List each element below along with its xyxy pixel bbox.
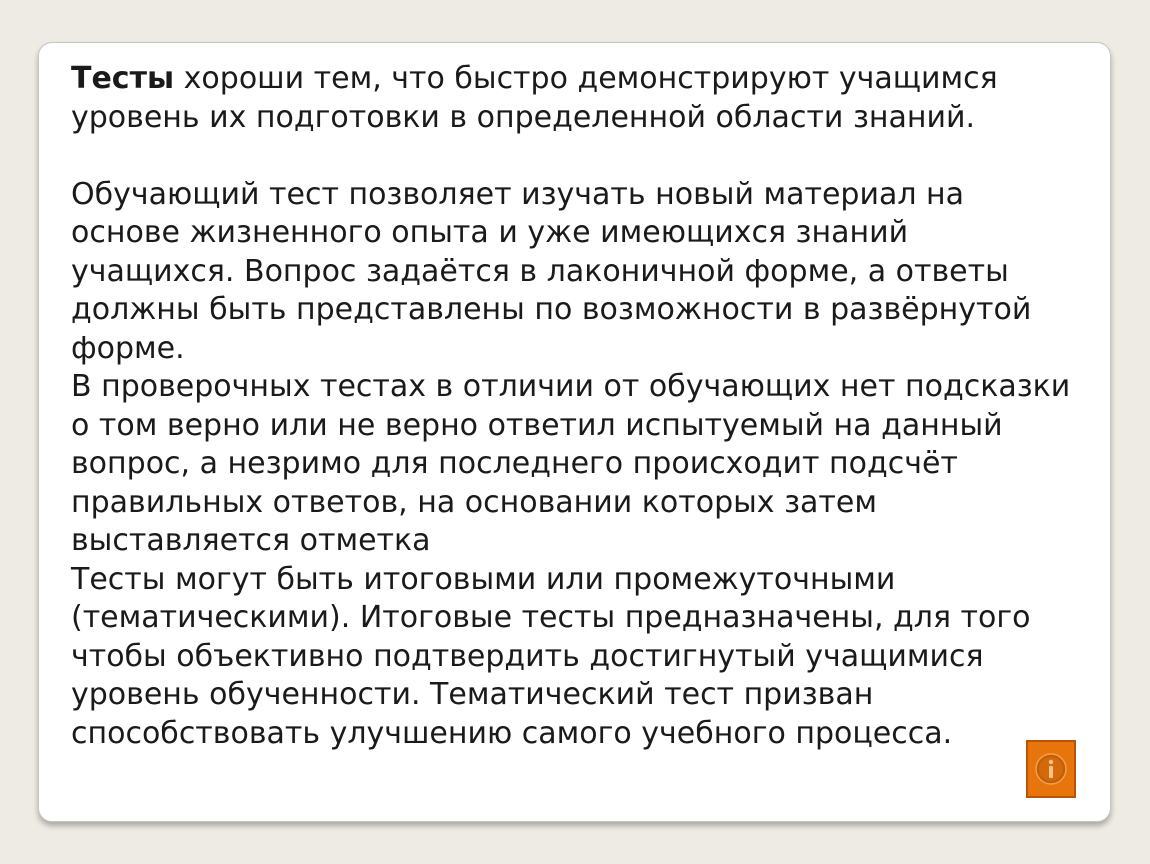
- info-button[interactable]: [1026, 740, 1076, 798]
- lead-term: Тесты: [71, 61, 175, 96]
- intro-text: хороши тем, что быстро демонстрируют учащимся уровень их подготовки в определенной области знаний.: [71, 61, 998, 135]
- slide-card: [38, 42, 1111, 822]
- slide-text: [71, 60, 1081, 753]
- paragraph-training-test: Обучающий тест позволяет изучать новый материал на основе жизненного опыта и уже имеющихся знаний учащихся. Вопрос задаётся в лаконичной форме, а ответы должны быть представлены по возможности в развёрнутой форме.: [71, 176, 1032, 366]
- info-icon: [1034, 752, 1068, 786]
- paragraph-intro: [71, 60, 1081, 137]
- paragraph-gap: [71, 137, 1081, 176]
- paragraph-check-test: В проверочных тестах в отличии от обучающих нет подсказки о том верно или не верно ответил испытуемый на данный вопрос, а незримо для последнего происходит подсчёт правильных ответов, на основании которых затем выставляется отметка: [71, 369, 1071, 558]
- paragraph-final-test: Тесты могут быть итоговыми или промежуточными (тематическими). Итоговые тесты предназначены, для того чтобы объективно подтвердить достигнутый учащимися уровень обученности. Тематический тест призван способствовать улучшению самого учебного процесса.: [71, 561, 1031, 751]
